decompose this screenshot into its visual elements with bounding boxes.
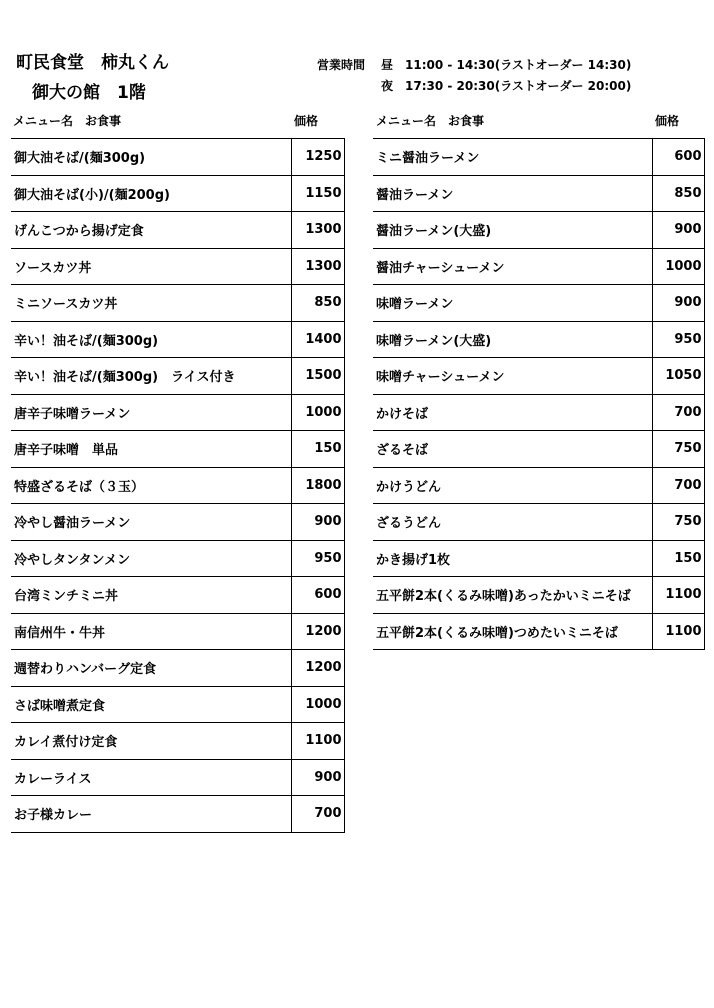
- menu-item-price: 1400: [291, 321, 344, 358]
- menu-item-name: カレーライス: [11, 759, 291, 796]
- menu-item-name: ざるそば: [373, 431, 652, 468]
- menu-item-name: 週替わりハンバーグ定食: [11, 650, 291, 687]
- menu-item-name: 御大油そば(小)/(麺200g): [11, 175, 291, 212]
- menu-row: [11, 358, 344, 395]
- menu-item-name: 特盛ざるそば（３玉）: [11, 467, 291, 504]
- hours-dinner-label: 夜: [381, 79, 394, 93]
- menu-row: [373, 212, 704, 249]
- menu-row: [11, 394, 344, 431]
- menu-item-price: 900: [652, 285, 704, 322]
- menu-item-price: 950: [291, 540, 344, 577]
- menu-item-name: 五平餅2本(くるみ味噌)あったかいミニそば: [373, 577, 652, 614]
- menu-item-price: 1050: [652, 358, 704, 395]
- menu-row: [11, 796, 344, 833]
- menu-row: [373, 321, 704, 358]
- menu-row: [373, 175, 704, 212]
- menu-item-price: 1000: [291, 394, 344, 431]
- menu-item-price: 750: [652, 504, 704, 541]
- menu-item-name: ミニソースカツ丼: [11, 285, 291, 322]
- hours-dinner-row: [317, 76, 631, 97]
- menu-item-price: 1250: [291, 139, 344, 176]
- menu-item-name: さば味噌煮定食: [11, 686, 291, 723]
- menu-item-price: 1800: [291, 467, 344, 504]
- left-menu-header: メニュー名 お食事: [13, 114, 122, 128]
- menu-item-name: お子様カレー: [11, 796, 291, 833]
- business-hours: [317, 55, 631, 97]
- menu-item-price: 750: [652, 431, 704, 468]
- menu-item-price: 150: [291, 431, 344, 468]
- menu-item-name: 御大油そば/(麺300g): [11, 139, 291, 176]
- menu-row: [11, 248, 344, 285]
- menu-item-price: 1100: [652, 577, 704, 614]
- menu-item-name: 辛い！油そば/(麺300g) ライス付き: [11, 358, 291, 395]
- menu-item-price: 900: [652, 212, 704, 249]
- restaurant-name: 町民食堂 柿丸くん: [16, 53, 169, 73]
- right-menu-table: [373, 138, 705, 650]
- menu-item-name: 味噌ラーメン: [373, 285, 652, 322]
- menu-item-name: げんこつから揚げ定食: [11, 212, 291, 249]
- menu-item-price: 950: [652, 321, 704, 358]
- menu-row: [373, 504, 704, 541]
- menu-item-price: 700: [652, 467, 704, 504]
- menu-item-name: かき揚げ1枚: [373, 540, 652, 577]
- menu-row: [11, 321, 344, 358]
- menu-item-name: 醤油ラーメン(大盛): [373, 212, 652, 249]
- menu-row: [11, 686, 344, 723]
- menu-item-price: 1150: [291, 175, 344, 212]
- menu-row: [373, 285, 704, 322]
- menu-item-price: 1100: [652, 613, 704, 650]
- menu-item-price: 600: [652, 139, 704, 176]
- menu-item-name: 冷やしタンタンメン: [11, 540, 291, 577]
- hours-label: 営業時間: [317, 58, 366, 72]
- menu-row: [11, 431, 344, 468]
- menu-item-name: 台湾ミンチミニ丼: [11, 577, 291, 614]
- menu-row: [11, 139, 344, 176]
- menu-row: [11, 577, 344, 614]
- menu-item-name: 味噌チャーシューメン: [373, 358, 652, 395]
- menu-row: [11, 759, 344, 796]
- menu-item-price: 700: [652, 394, 704, 431]
- menu-row: [11, 504, 344, 541]
- menu-row: [373, 613, 704, 650]
- right-price-header: 価格: [655, 114, 680, 128]
- menu-item-price: 600: [291, 577, 344, 614]
- menu-item-price: 850: [652, 175, 704, 212]
- menu-item-name: 辛い！油そば/(麺300g): [11, 321, 291, 358]
- menu-item-name: 南信州牛・牛丼: [11, 613, 291, 650]
- menu-item-name: 唐辛子味噌ラーメン: [11, 394, 291, 431]
- menu-item-name: ざるうどん: [373, 504, 652, 541]
- menu-row: [373, 139, 704, 176]
- menu-row: [373, 540, 704, 577]
- hours-lunch-row: [317, 55, 631, 76]
- restaurant-location: 御大の館 1階: [32, 83, 146, 103]
- menu-row: [373, 394, 704, 431]
- menu-row: [373, 577, 704, 614]
- menu-row: [11, 285, 344, 322]
- menu-item-name: 冷やし醤油ラーメン: [11, 504, 291, 541]
- left-price-header: 価格: [294, 114, 319, 128]
- menu-row: [11, 175, 344, 212]
- menu-row: [11, 723, 344, 760]
- left-menu-table: [11, 138, 345, 833]
- menu-item-price: 1000: [652, 248, 704, 285]
- menu-item-name: 醤油ラーメン: [373, 175, 652, 212]
- menu-item-price: 700: [291, 796, 344, 833]
- menu-row: [11, 540, 344, 577]
- menu-row: [373, 431, 704, 468]
- menu-item-price: 1100: [291, 723, 344, 760]
- menu-item-name: 醤油チャーシューメン: [373, 248, 652, 285]
- menu-item-name: かけそば: [373, 394, 652, 431]
- menu-item-price: 900: [291, 504, 344, 541]
- menu-row: [11, 650, 344, 687]
- hours-lunch: 11:00 - 14:30(ラストオーダー 14:30): [405, 58, 632, 72]
- menu-item-name: ソースカツ丼: [11, 248, 291, 285]
- menu-item-name: 味噌ラーメン(大盛): [373, 321, 652, 358]
- menu-item-price: 1300: [291, 248, 344, 285]
- menu-item-price: 900: [291, 759, 344, 796]
- menu-item-name: 五平餅2本(くるみ味噌)つめたいミニそば: [373, 613, 652, 650]
- menu-item-price: 850: [291, 285, 344, 322]
- menu-row: [11, 212, 344, 249]
- menu-item-price: 150: [652, 540, 704, 577]
- menu-item-price: 1200: [291, 613, 344, 650]
- menu-row: [373, 248, 704, 285]
- menu-item-name: 唐辛子味噌 単品: [11, 431, 291, 468]
- hours-dinner: 17:30 - 20:30(ラストオーダー 20:00): [405, 79, 632, 93]
- menu-item-price: 1300: [291, 212, 344, 249]
- hours-lunch-label: 昼: [381, 58, 394, 72]
- menu-item-name: かけうどん: [373, 467, 652, 504]
- right-menu-header: メニュー名 お食事: [376, 114, 485, 128]
- menu-item-name: ミニ醤油ラーメン: [373, 139, 652, 176]
- menu-row: [11, 467, 344, 504]
- menu-item-name: カレイ煮付け定食: [11, 723, 291, 760]
- menu-item-price: 1200: [291, 650, 344, 687]
- menu-row: [373, 467, 704, 504]
- menu-item-price: 1500: [291, 358, 344, 395]
- menu-row: [373, 358, 704, 395]
- menu-item-price: 1000: [291, 686, 344, 723]
- menu-row: [11, 613, 344, 650]
